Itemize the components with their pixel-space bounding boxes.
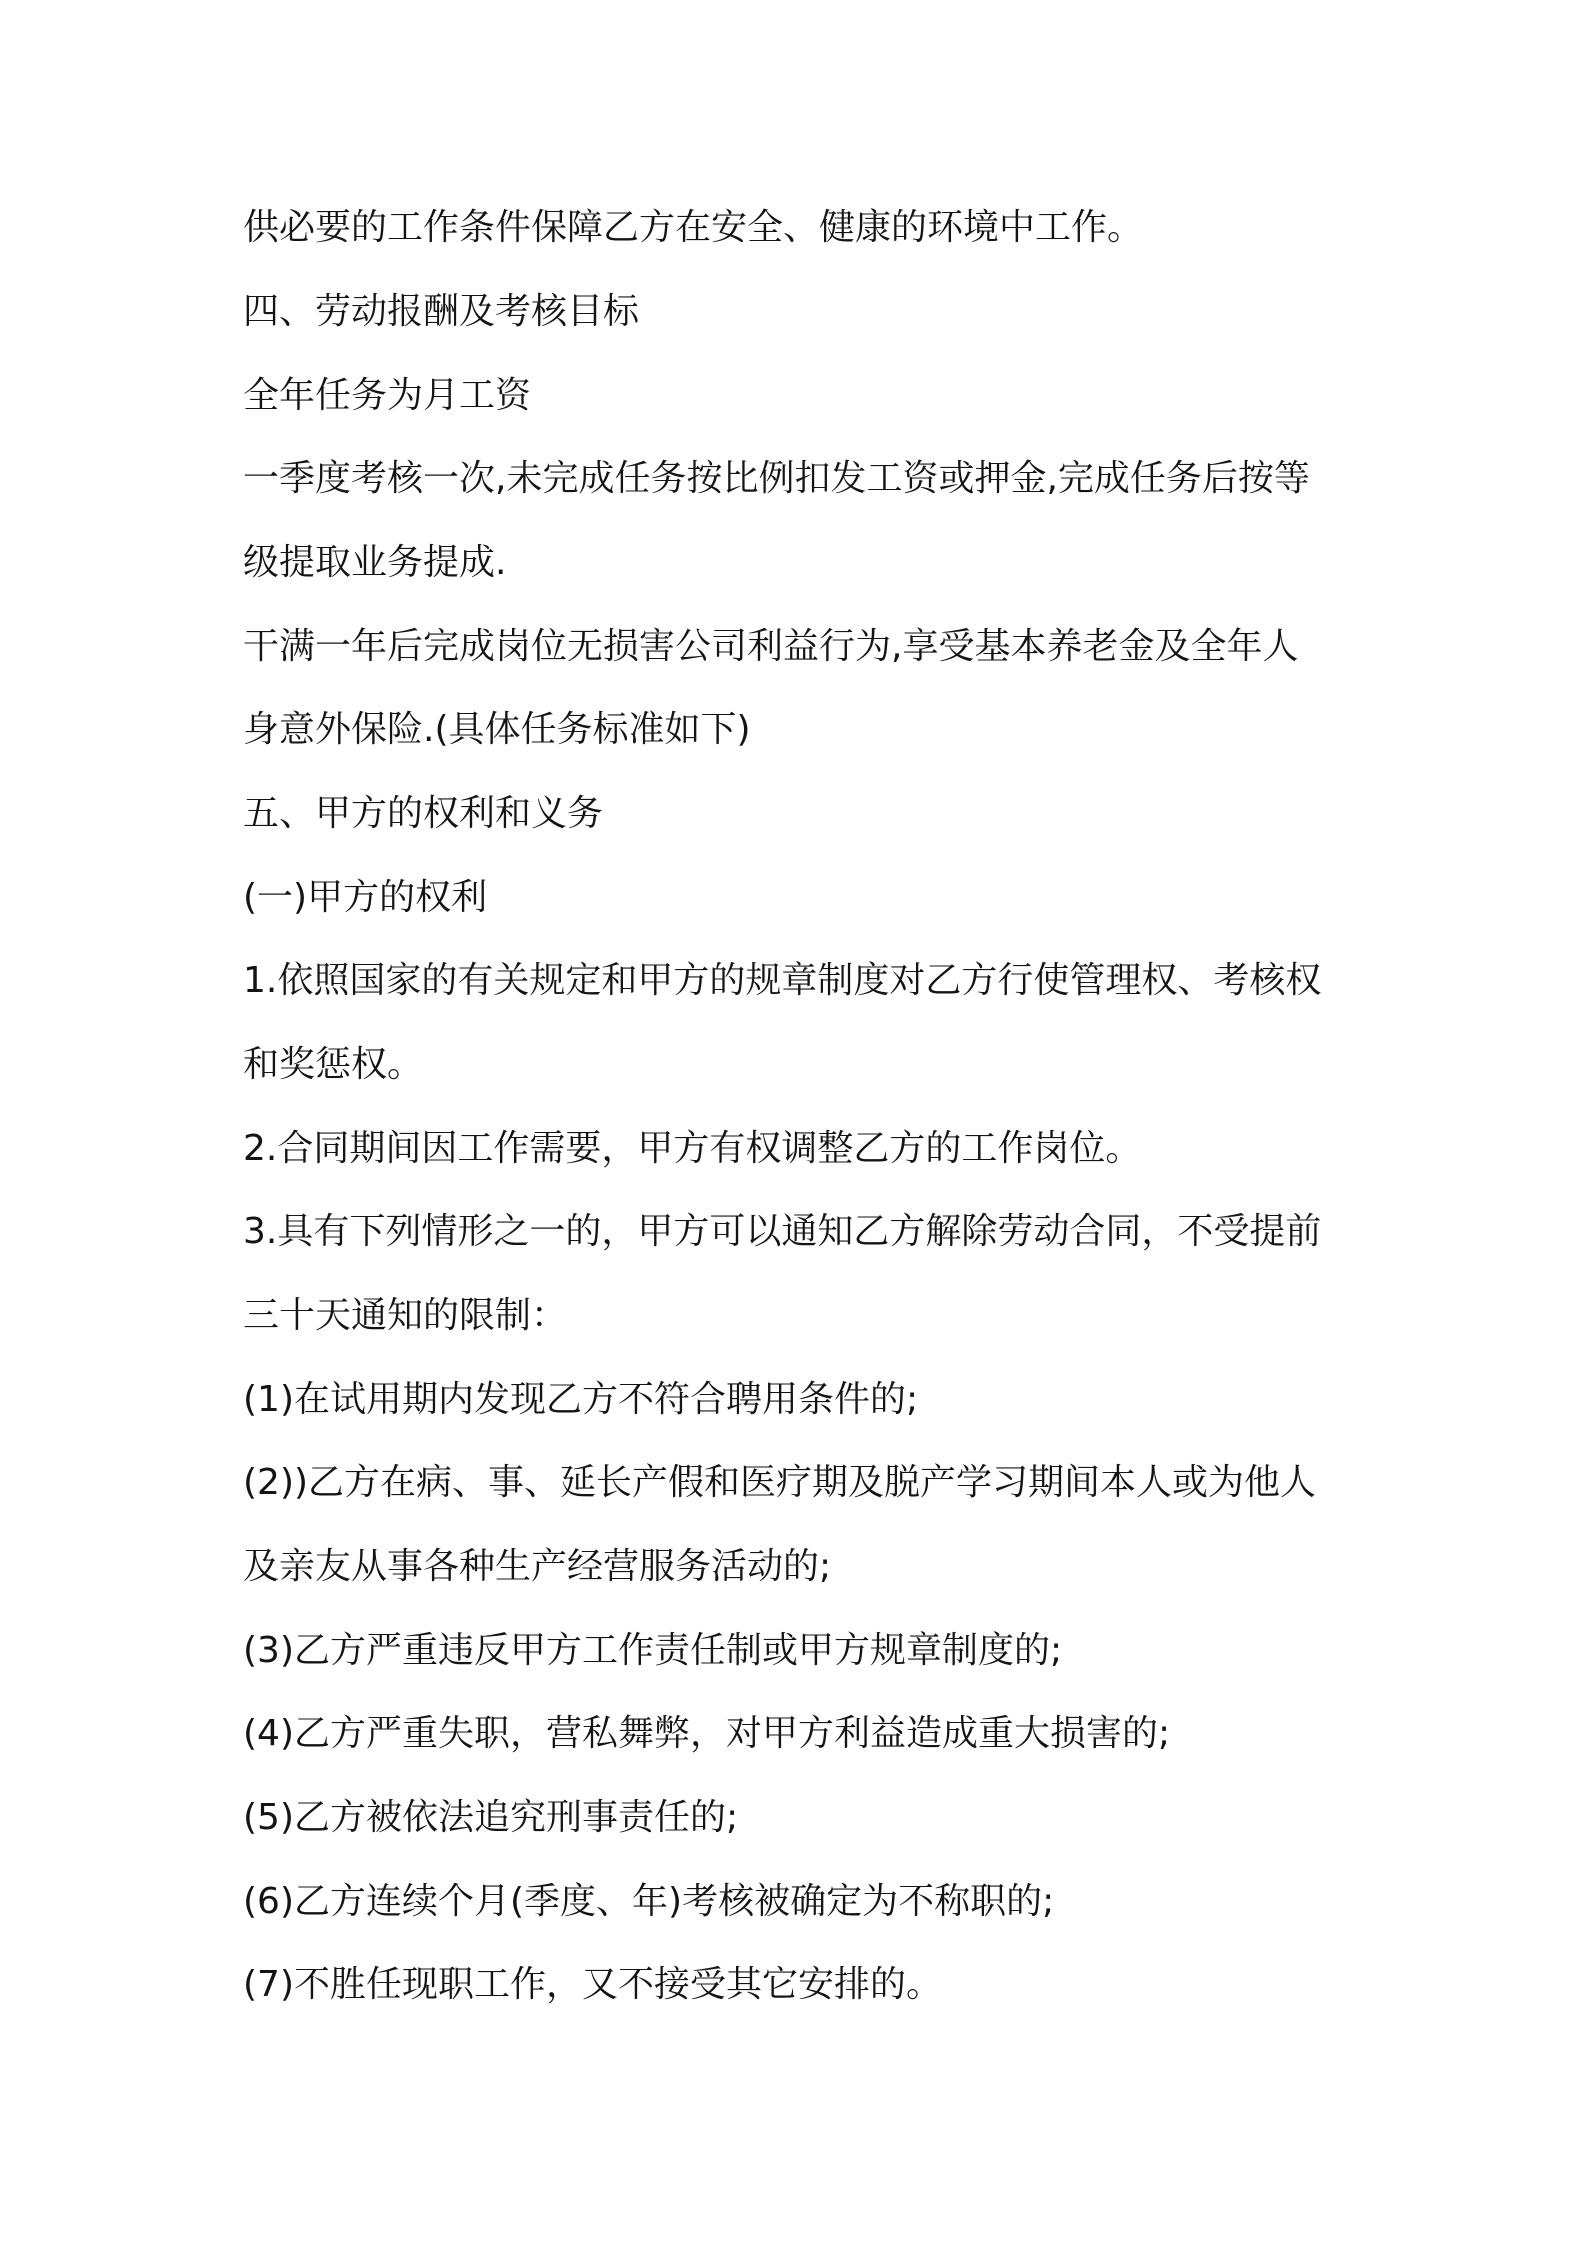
text-line: 全年任务为月工资 bbox=[243, 375, 532, 416]
subsection-heading: (一)甲方的权利 bbox=[243, 877, 488, 918]
text-line: 供必要的工作条件保障乙方在安全、健康的环境中工作。 bbox=[243, 207, 1144, 248]
text-line: 3.具有下列情形之一的，甲方可以通知乙方解除劳动合同，不受提前 bbox=[243, 1211, 1322, 1252]
list-item: (6)乙方连续个月(季度、年)考核被确定为不称职的; bbox=[243, 1881, 1055, 1922]
list-item: (1)在试用期内发现乙方不符合聘用条件的; bbox=[243, 1379, 919, 1420]
section-heading: 四、劳动报酬及考核目标 bbox=[243, 291, 640, 332]
list-item: (7)不胜任现职工作，又不接受其它安排的。 bbox=[243, 1964, 942, 2005]
list-item: (5)乙方被依法追究刑事责任的; bbox=[243, 1797, 739, 1838]
list-item: (3)乙方严重违反甲方工作责任制或甲方规章制度的; bbox=[243, 1630, 1063, 1671]
list-item: 及亲友从事各种生产经营服务活动的; bbox=[243, 1546, 832, 1587]
text-line: 身意外保险.(具体任务标准如下) bbox=[243, 709, 751, 750]
text-line: 2.合同期间因工作需要，甲方有权调整乙方的工作岗位。 bbox=[243, 1128, 1142, 1169]
list-item: (4)乙方严重失职，营私舞弊，对甲方利益造成重大损害的; bbox=[243, 1713, 1171, 1754]
text-line: 干满一年后完成岗位无损害公司利益行为,享受基本养老金及全年人 bbox=[243, 626, 1299, 667]
text-line: 和奖惩权。 bbox=[243, 1044, 424, 1085]
list-item: (2))乙方在病、事、延长产假和医疗期及脱产学习期间本人或为他人 bbox=[243, 1462, 1317, 1503]
text-line: 1.依照国家的有关规定和甲方的规章制度对乙方行使管理权、考核权 bbox=[243, 960, 1322, 1001]
text-line: 一季度考核一次,未完成任务按比例扣发工资或押金,完成任务后按等 bbox=[243, 458, 1310, 499]
text-line: 级提取业务提成. bbox=[243, 542, 507, 583]
text-line: 三十天通知的限制： bbox=[243, 1295, 568, 1336]
section-heading: 五、甲方的权利和义务 bbox=[243, 793, 604, 834]
